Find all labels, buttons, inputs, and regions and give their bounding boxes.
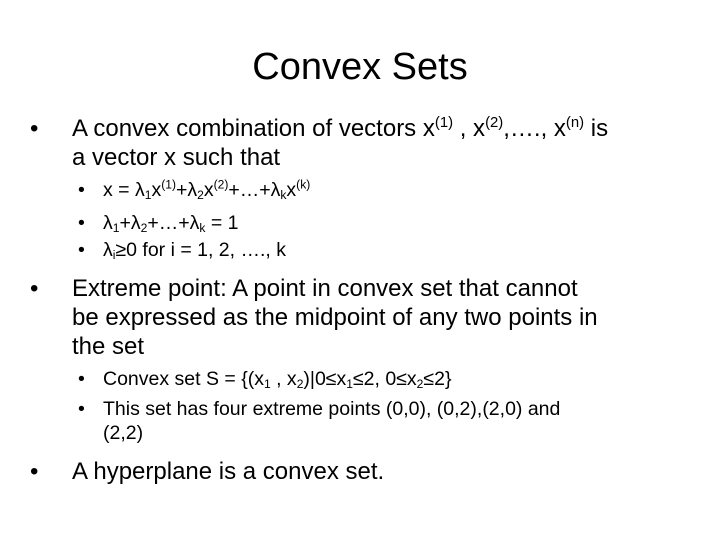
bullet-dot: • bbox=[30, 458, 39, 485]
subbullet-text-line1: This set has four extreme points (0,0), (0,2),(2,0) and bbox=[103, 398, 561, 420]
bullet-text-line2: be expressed as the midpoint of any two points in bbox=[72, 304, 598, 331]
subbullet-text bbox=[103, 367, 451, 392]
bullet-dot: • bbox=[78, 368, 85, 390]
subscript: 2 bbox=[140, 221, 148, 236]
subscript: 1 bbox=[263, 377, 271, 392]
text-segment: +λ bbox=[175, 179, 198, 201]
text-segment: is bbox=[584, 115, 609, 142]
text-segment: x bbox=[286, 179, 297, 201]
superscript: (1) bbox=[434, 114, 454, 131]
bullet-text-line3: the set bbox=[72, 333, 145, 360]
subbullet-text bbox=[103, 178, 310, 203]
subbullet-text bbox=[103, 238, 286, 263]
text-segment: = 1 bbox=[205, 212, 239, 234]
text-segment: ≤2, 0≤x bbox=[352, 368, 417, 390]
text-segment: ≥0 for i = 1, 2, …., k bbox=[115, 239, 286, 261]
subbullet-text-line2: (2,2) bbox=[103, 422, 144, 444]
bullet-dot: • bbox=[78, 398, 85, 420]
superscript: (2) bbox=[213, 177, 229, 192]
bullet-dot: • bbox=[78, 239, 85, 261]
bullet-text: A hyperplane is a convex set. bbox=[72, 458, 385, 485]
subscript: 2 bbox=[416, 377, 424, 392]
superscript: (2) bbox=[485, 114, 504, 131]
subscript: k bbox=[280, 188, 287, 203]
subscript: 1 bbox=[112, 221, 120, 236]
bullet-dot: • bbox=[78, 212, 85, 234]
text-segment: ≤2} bbox=[423, 368, 452, 390]
text-segment: +λ bbox=[119, 212, 141, 234]
text-segment: A convex combination of vectors x bbox=[72, 115, 435, 142]
superscript: (k) bbox=[296, 177, 311, 192]
text-segment: )|0≤x bbox=[303, 368, 347, 390]
slide-title: Convex Sets bbox=[252, 46, 468, 88]
text-segment: x = λ bbox=[103, 179, 145, 201]
text-segment: x bbox=[151, 179, 162, 201]
subscript: 2 bbox=[197, 188, 204, 203]
subscript: 1 bbox=[346, 377, 353, 392]
bullet-dot: • bbox=[78, 179, 85, 201]
subscript: 1 bbox=[144, 188, 152, 203]
superscript: (1) bbox=[161, 177, 176, 192]
subscript: i bbox=[112, 248, 116, 263]
text-segment: ,…., x bbox=[503, 115, 566, 142]
text-segment: , x bbox=[453, 115, 486, 142]
text-segment: Convex set S = {(x bbox=[103, 368, 264, 390]
bullet-text-line2: a vector x such that bbox=[72, 144, 281, 171]
subbullet-text bbox=[103, 211, 238, 236]
bullet-dot: • bbox=[30, 115, 39, 142]
text-segment: λ bbox=[103, 212, 113, 234]
text-segment: , x bbox=[270, 368, 297, 390]
text-segment: +…+λ bbox=[228, 179, 281, 201]
text-segment: +…+λ bbox=[147, 212, 200, 234]
superscript: (n) bbox=[565, 114, 585, 131]
subscript: k bbox=[199, 221, 206, 236]
bullet-text-line1 bbox=[72, 114, 608, 143]
text-segment: x bbox=[203, 179, 214, 201]
bullet-text-line1: Extreme point: A point in convex set that cannot bbox=[72, 275, 578, 302]
subscript: 2 bbox=[296, 377, 304, 392]
text-segment: λ bbox=[103, 239, 113, 261]
bullet-dot: • bbox=[30, 275, 39, 302]
